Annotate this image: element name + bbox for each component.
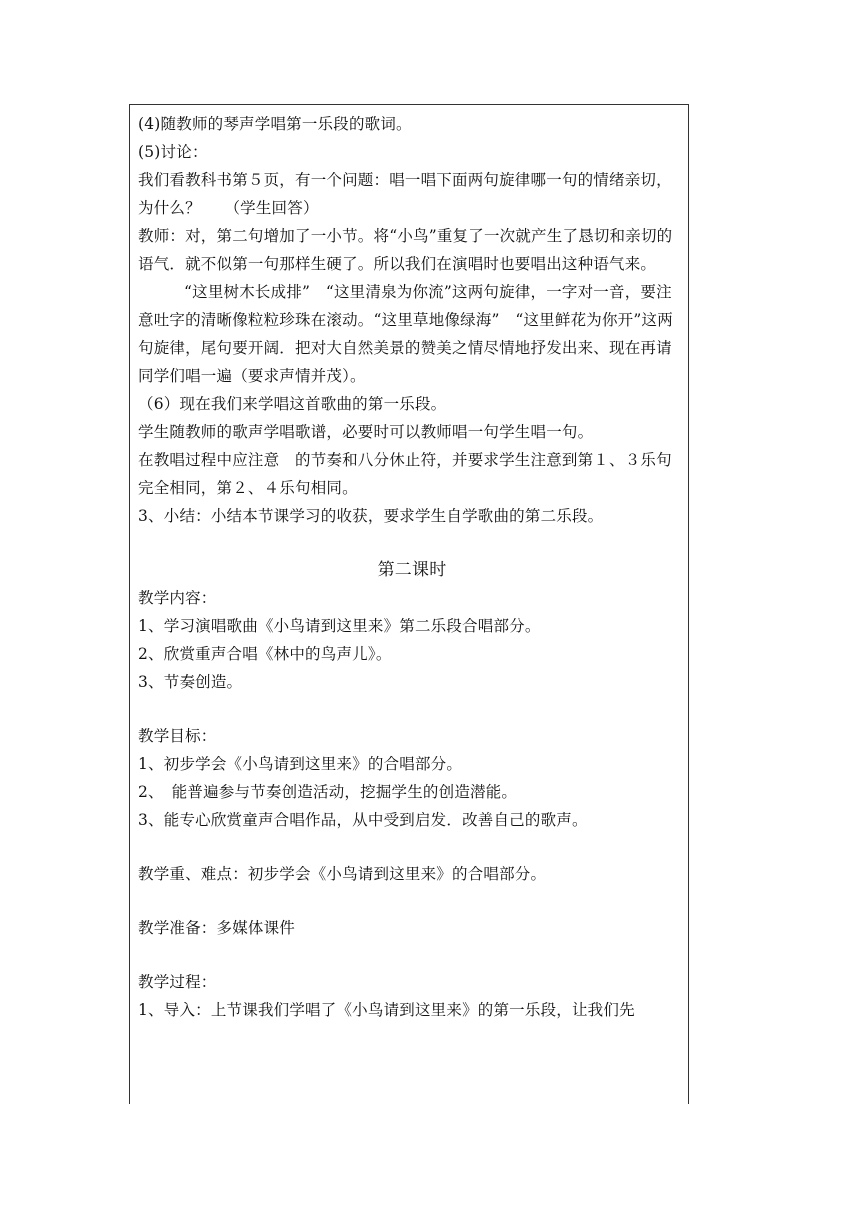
- lesson-2-title: 第二课时: [377, 560, 447, 580]
- rhythm-note: 在教唱过程中应注意 的节奏和八分休止符，并要求学生注意到第１、３乐句完全相同，第２、４乐句相同。: [138, 451, 672, 497]
- preparation: 教学准备：多媒体课件: [138, 919, 296, 937]
- step-6: （6）现在我们来学唱这首歌曲的第一乐段。: [138, 395, 447, 413]
- content-heading: 教学内容：: [138, 589, 217, 607]
- content-item: 1、学习演唱歌曲《小鸟请到这里来》第二乐段合唱部分。: [138, 617, 541, 635]
- goal-item: 2、 能普遍参与节奏创造活动，挖掘学生的创造潜能。: [138, 783, 518, 801]
- step-4: (4)随教师的琴声学唱第一乐段的歌词。: [138, 115, 412, 133]
- key-points: 教学重、难点：初步学会《小鸟请到这里来》的合唱部分。: [138, 865, 547, 883]
- goals-heading: 教学目标：: [138, 727, 217, 745]
- process-step-1: 1、导入：上节课我们学唱了《小鸟请到这里来》的第一乐段，让我们先: [138, 1001, 635, 1019]
- step-5-heading: (5)讨论：: [138, 143, 208, 161]
- melody-guidance: “这里树木长成排” “这里清泉为你流”这两句旋律，一字对一音，要注意吐字的清晰像粒粒珍珠在滚动。“这里草地像绿海” “这里鲜花为你开”这两句旋律，尾句要开阔．把对大自然美景的赞美之情尽情地抒发出来、现在再请同学们唱一遍（要求声情并茂）。: [138, 283, 673, 385]
- process-heading: 教学过程：: [138, 973, 217, 991]
- summary: 3、小结：小结本节课学习的收获，要求学生自学歌曲的第二乐段。: [138, 507, 604, 525]
- discussion-question: 我们看教科书第５页，有一个问题：唱一唱下面两句旋律哪一句的情绪亲切，为什么？ （学生回答）: [138, 171, 672, 217]
- goal-item: 1、初步学会《小鸟请到这里来》的合唱部分。: [138, 755, 463, 773]
- goal-item: 3、能专心欣赏童声合唱作品，从中受到启发．改善自己的歌声。: [138, 811, 588, 829]
- content-item: 2、欣赏重声合唱《林中的鸟声儿》。: [138, 645, 392, 663]
- content-item: 3、节奏创造。: [138, 673, 243, 691]
- teacher-explanation: 教师：对，第二句增加了一小节。将“小鸟”重复了一次就产生了恳切和亲切的语气．就不似第一句那样生硬了。所以我们在演唱时也要唱出这种语气来。: [138, 227, 673, 273]
- document-body: [138, 110, 686, 1024]
- learn-score: 学生随教师的歌声学唱歌谱，必要时可以教师唱一句学生唱一句。: [138, 423, 594, 441]
